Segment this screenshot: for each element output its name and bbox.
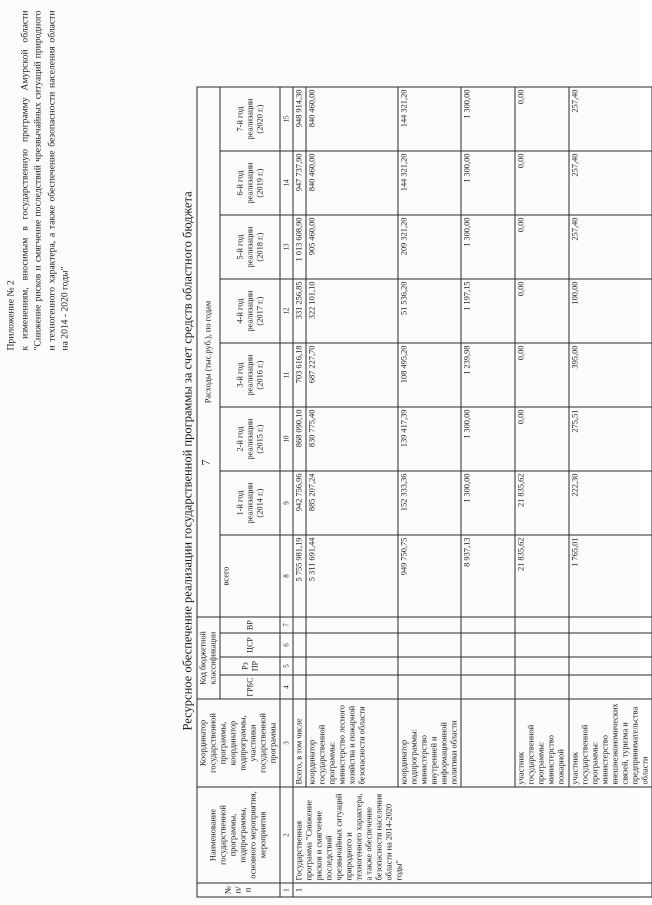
header-year-4: 4-й год реализации (2017 г.)	[220, 279, 280, 343]
col-num-2: 2	[280, 787, 293, 883]
table-title: Ресурсное обеспечение реализации государственной программы за счет средств областного бюджета	[180, 190, 194, 730]
col-num-13: 13	[280, 215, 293, 279]
cell-2014: 1 300,00	[461, 471, 515, 535]
row-coordinator	[461, 699, 515, 787]
cell-2015: 275,51	[569, 407, 652, 471]
cell-total: 5 755 981,19	[293, 535, 306, 617]
cell-2020: 0,00	[515, 87, 569, 151]
cell-2018: 209 321,20	[398, 215, 461, 279]
header-grbs: ГРБС	[220, 675, 280, 699]
cell-2019: 144 321,20	[398, 151, 461, 215]
header-year-1: 1-й год реализации (2014 г.)	[220, 471, 280, 535]
cell-2014: 152 333,36	[398, 471, 461, 535]
row-coordinator: координатор государственной программы: министерство лесного хозяйства и пожарной безопасности области	[306, 699, 398, 787]
col-num-12: 12	[280, 279, 293, 343]
col-num-8: 8	[280, 535, 293, 617]
cell-2016: 703 616,18	[293, 343, 306, 407]
header-row-1	[197, 87, 220, 897]
cell-2020: 144 321,20	[398, 87, 461, 151]
appendix-text: к изменениям, вносимым в государственную программу Амурской области "Снижение рисков и смягчение последствий чрезвычайных ситуаций природного и техногенного характера, а также обеспечение безопасности населения области на 2014 - 2020 годы"	[18, 10, 71, 350]
appendix-block	[4, 10, 72, 350]
table-row	[293, 87, 306, 897]
cell-2019: 947 737,90	[293, 151, 306, 215]
table-row	[306, 87, 398, 897]
cell-2018: 905 460,00	[306, 215, 398, 279]
cell-2018: 257,40	[569, 215, 652, 279]
row-coordinator: координатор подпрограммы: министерство внутренней и информационной политики области	[398, 699, 461, 787]
table-row	[515, 87, 569, 897]
col-num-9: 9	[280, 471, 293, 535]
appendix-title: Приложение № 2	[5, 279, 16, 350]
cell-2016: 687 227,70	[306, 343, 398, 407]
col-num-15: 15	[280, 87, 293, 151]
col-num-3: 3	[280, 699, 293, 787]
cell-total: 5 311 691,44	[306, 535, 398, 617]
cell-2014: 21 835,62	[515, 471, 569, 535]
cell-2019: 840 460,00	[306, 151, 398, 215]
page-number: 7	[198, 459, 212, 465]
header-csr: ЦСР	[220, 633, 280, 657]
col-num-1: 1	[280, 883, 293, 897]
cell-2016: 108 495,20	[398, 343, 461, 407]
col-num-11: 11	[280, 343, 293, 407]
cell-2015: 1 300,00	[461, 407, 515, 471]
col-num-6: 6	[280, 633, 293, 657]
cell-2015: 868 090,10	[293, 407, 306, 471]
table-row	[461, 87, 515, 897]
cell-2016: 0,00	[515, 343, 569, 407]
cell-2017: 51 536,20	[398, 279, 461, 343]
cell-2019: 1 300,00	[461, 151, 515, 215]
column-number-row	[280, 87, 293, 897]
cell-total: 21 835,62	[515, 535, 569, 617]
cell-2017: 322 101,10	[306, 279, 398, 343]
col-num-14: 14	[280, 151, 293, 215]
header-year-2: 2-й год реализации (2015 г.)	[220, 407, 280, 471]
cell-total: 8 937,13	[461, 535, 515, 617]
cell-2014: 885 207,24	[306, 471, 398, 535]
header-total: всего	[220, 535, 280, 617]
cell-2017: 1 197,15	[461, 279, 515, 343]
header-name: Наименование государственной программы, подпрограммы, основного мероприятия, мероприятия	[197, 787, 280, 883]
cell-total: 1 765,01	[569, 535, 652, 617]
resource-table	[196, 86, 652, 897]
cell-2020: 1 300,00	[461, 87, 515, 151]
cell-2018: 1 300,00	[461, 215, 515, 279]
cell-2019: 0,00	[515, 151, 569, 215]
program-name: Государственная программа "Снижение рисков и смягчение последствий чрезвычайных ситуаций природного и техногенного характера, а также обеспечение безопасности населения области на 2014-2020 годы"	[293, 787, 652, 883]
cell-2017: 331 256,85	[293, 279, 306, 343]
cell-2018: 1 013 608,90	[293, 215, 306, 279]
cell-2018: 0,00	[515, 215, 569, 279]
col-num-10: 10	[280, 407, 293, 471]
col-num-7: 7	[280, 617, 293, 633]
cell-2015: 139 417,39	[398, 407, 461, 471]
cell-2020: 257,40	[569, 87, 652, 151]
cell-2020: 840 460,00	[306, 87, 398, 151]
cell-2019: 257,40	[569, 151, 652, 215]
row-coordinator: Всего, в том числе	[293, 699, 306, 787]
cell-2016: 1 239,98	[461, 343, 515, 407]
cell-2015: 830 775,40	[306, 407, 398, 471]
row-index: 1	[293, 883, 652, 897]
header-expenses: Расходы (тыс.руб.), по годам	[197, 87, 220, 617]
row-coordinator: участник государственной программы: министерство внешнеэкономических связей, туризма и предпринимательства области	[569, 699, 652, 787]
cell-2015: 0,00	[515, 407, 569, 471]
cell-2016: 395,00	[569, 343, 652, 407]
header-year-7: 7-й год реализации (2020 г.)	[220, 87, 280, 151]
header-coordinator: Координатор государственной программы, координатор подпрограммы, участники государственной программы	[197, 699, 280, 787]
row-coordinator: участник государственной программы: министерство пожарной	[515, 699, 569, 787]
col-num-4: 4	[280, 675, 293, 699]
cell-total: 949 750,75	[398, 535, 461, 617]
header-budget-code: Код бюджетной классификации	[197, 617, 220, 699]
table-row	[569, 87, 652, 897]
cell-2017: 0,00	[515, 279, 569, 343]
header-year-5: 5-й год реализации (2018 г.)	[220, 215, 280, 279]
header-vr: ВР	[220, 617, 280, 633]
header-year-6: 6-й год реализации (2019 г.)	[220, 151, 280, 215]
cell-2014: 222,30	[569, 471, 652, 535]
header-rzpr: Рз ПР	[220, 657, 280, 675]
header-year-3: 3-й год реализации (2016 г.)	[220, 343, 280, 407]
cell-2014: 942 756,96	[293, 471, 306, 535]
table-row	[398, 87, 461, 897]
col-num-5: 5	[280, 657, 293, 675]
cell-2017: 100,00	[569, 279, 652, 343]
cell-2020: 948 914,30	[293, 87, 306, 151]
header-num: № п/п	[197, 883, 280, 897]
